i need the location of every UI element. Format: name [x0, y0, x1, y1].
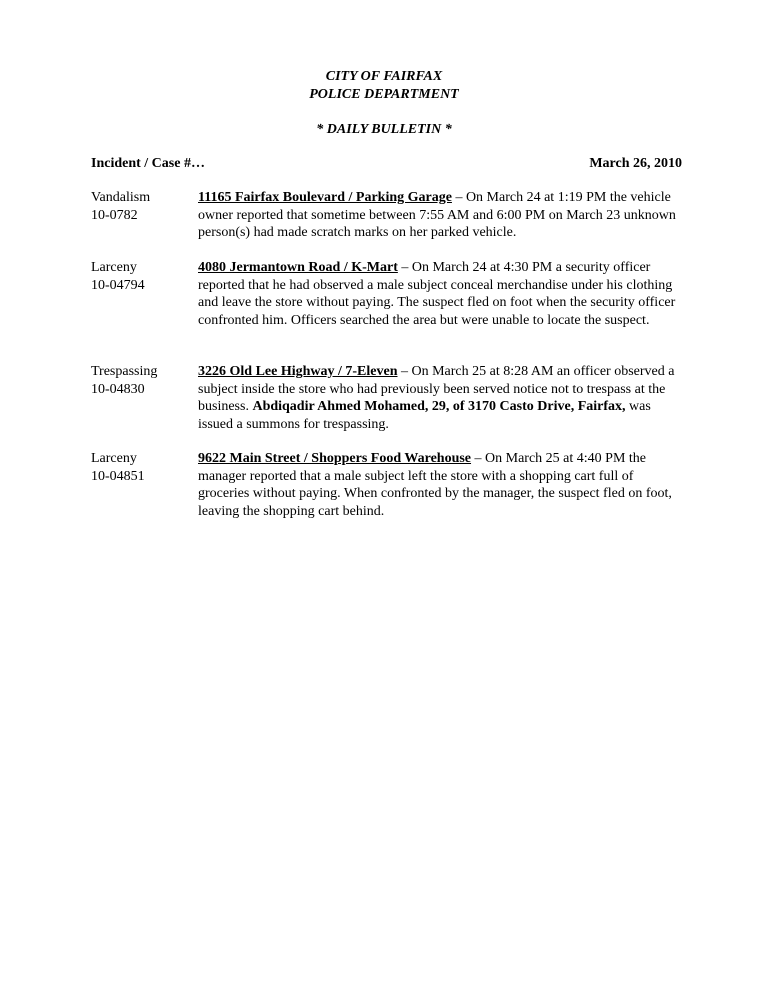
case-number: 10-0782: [91, 207, 138, 223]
incident-type-block: [91, 450, 196, 485]
case-number: 10-04830: [91, 381, 145, 397]
incident-text: – On March 24 at 4:30 PM a security officer reported that he had observed a male subject conceal merchandise under his clothing and leave the store without paying. The suspect fled on foot when the security officer confronted him. Officers searched the area but were unable to locate the suspect.: [198, 260, 676, 328]
incident-type-block: [91, 259, 196, 294]
incident-location: 11165 Fairfax Boulevard / Parking Garage: [198, 190, 452, 205]
incident-type: Larceny: [91, 451, 137, 466]
incident-location: 9622 Main Street / Shoppers Food Warehouse: [198, 451, 472, 466]
incident-description: [198, 189, 684, 242]
subject-name: Abdiqadir Ahmed Mohamed, 29, of 3170 Casto Drive, Fairfax,: [252, 399, 626, 414]
incident-type-block: [91, 189, 196, 224]
case-number: 10-04851: [91, 468, 145, 484]
incident-text: – On March 25 at 4:40 PM the manager reported that a male subject left the store with a shopping cart full of groceries without paying. When confronted by the manager, the suspect fled on foot, leaving the shopping cart behind.: [198, 451, 672, 519]
incident-text: – On March 25 at 8:28 AM an officer observed a subject inside the store who had previously been served notice not to trespass at the business.: [198, 364, 675, 414]
department-title: POLICE DEPARTMENT: [309, 87, 459, 102]
case-number: 10-04794: [91, 277, 145, 293]
incident-location: 4080 Jermantown Road / K-Mart: [198, 260, 398, 275]
incident-text-end: was issued a summons for trespassing.: [198, 399, 651, 432]
incident-description: [198, 450, 684, 520]
incident-type: Trespassing: [91, 364, 158, 379]
incident-text: – On March 24 at 1:19 PM the vehicle owner reported that sometime between 7:55 AM and 6:00 PM on March 23 unknown person(s) had made scratch marks on her parked vehicle.: [198, 190, 676, 240]
city-title: CITY OF FAIRFAX: [325, 69, 443, 84]
incident-type: Larceny: [91, 260, 137, 275]
incident-type: Vandalism: [91, 190, 151, 205]
bulletin-date: March 26, 2010: [589, 156, 682, 171]
incident-description: [198, 363, 684, 433]
incident-location: 3226 Old Lee Highway / 7-Eleven: [198, 364, 398, 379]
bulletin-title: * DAILY BULLETIN *: [316, 122, 452, 137]
incident-description: [198, 259, 684, 329]
incident-type-block: [91, 363, 196, 398]
incident-column-heading: Incident / Case #…: [91, 156, 205, 171]
